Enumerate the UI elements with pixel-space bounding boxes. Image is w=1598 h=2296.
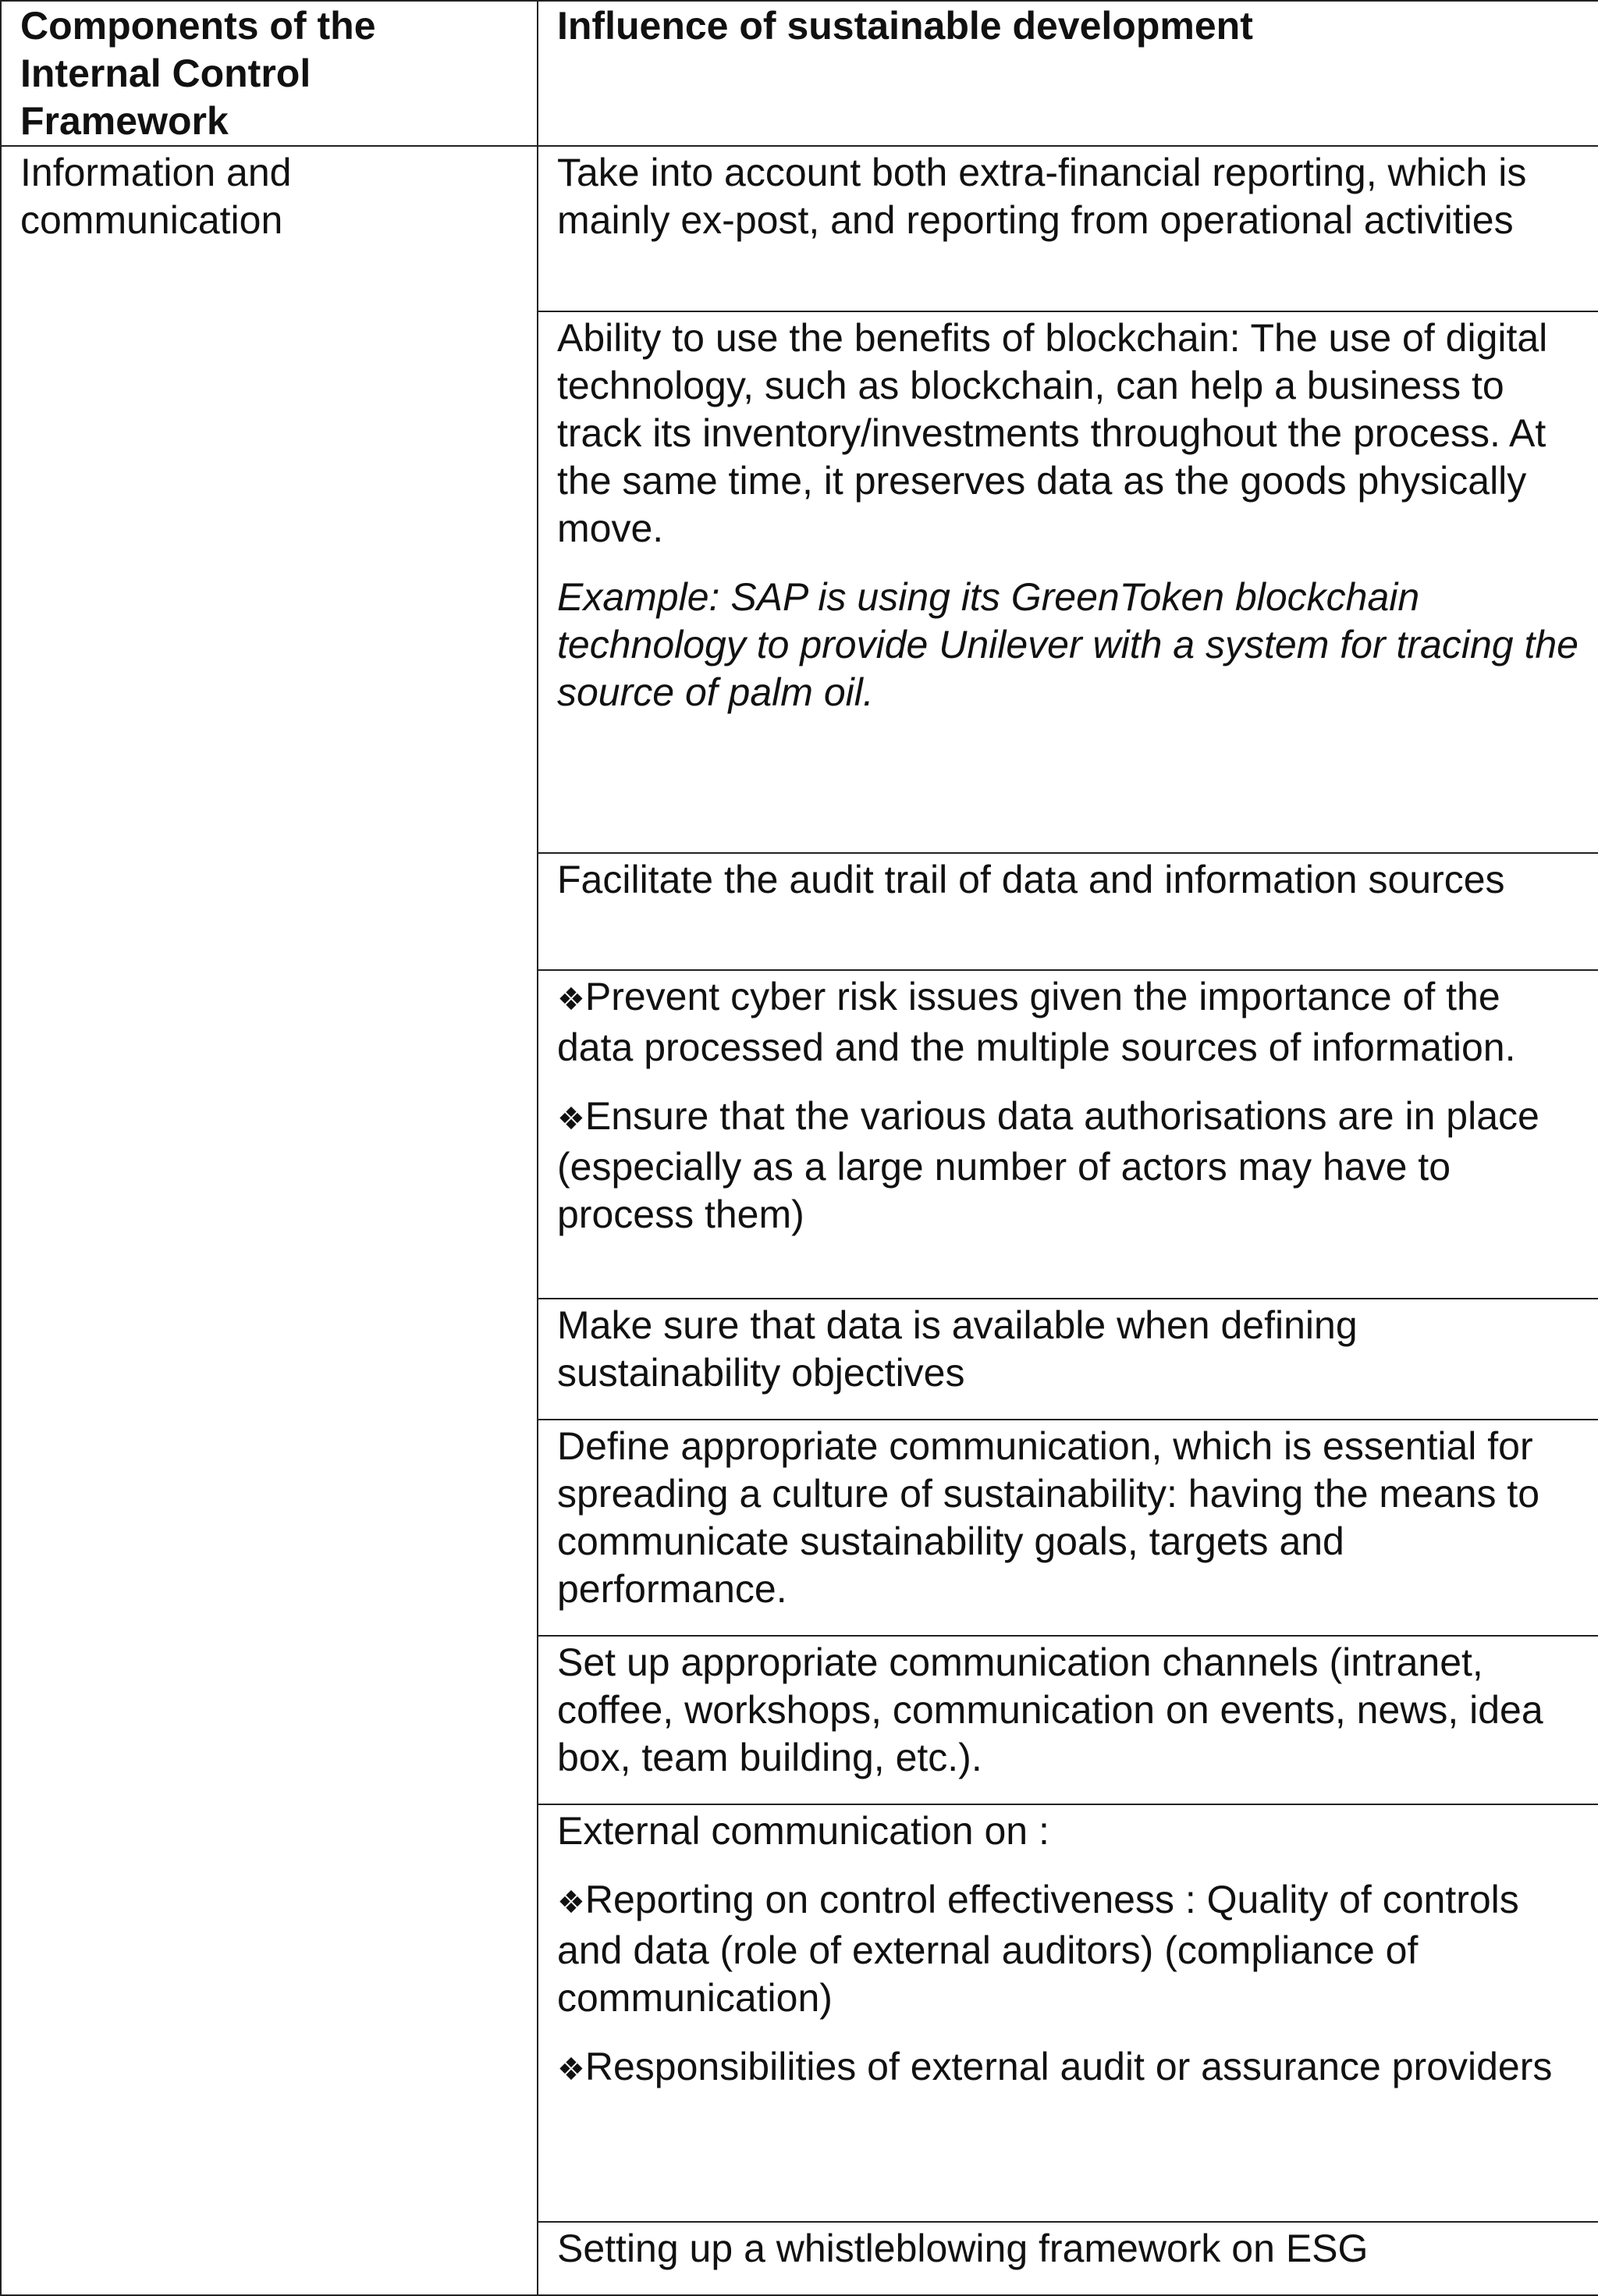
bullet-text: Prevent cyber risk issues given the importance of the data processed and the multiple sources of information. [557, 975, 1516, 1069]
influence-cell [538, 146, 1598, 311]
influence-cell [538, 853, 1598, 970]
diamond-bullet-icon: ❖ [557, 983, 585, 1017]
influence-cell [538, 1420, 1598, 1636]
influence-cell [538, 1636, 1598, 1804]
component-cell [1, 146, 538, 2295]
influence-text: Facilitate the audit trail of data and information sources [557, 858, 1505, 901]
influence-text: Ability to use the benefits of blockchain: The use of digital technology, such as blockchain, can help a business to track its inventory/investments throughout the process. At the same time, it preserves data as the goods physically move. [557, 316, 1548, 550]
example-text: Example: SAP is using its GreenToken blockchain technology to provide Unilever with a system for tracing the source of palm oil. [557, 575, 1578, 714]
diamond-bullet-icon: ❖ [557, 2053, 585, 2087]
bullet-item [557, 1093, 1579, 1239]
influence-text: Set up appropriate communication channels (intranet, coffee, workshops, communication on events, news, idea box, team building, etc.). [557, 1640, 1543, 1779]
bullet-item [557, 973, 1579, 1072]
bullet-item [557, 1876, 1579, 2022]
influence-text: Setting up a whistleblowing framework on ESG [557, 2227, 1369, 2270]
diamond-bullet-icon: ❖ [557, 1102, 585, 1136]
bullet-text: Ensure that the various data authorisations are in place (especially as a large number of actors may have to process them) [557, 1094, 1539, 1236]
table-row [1, 146, 1598, 311]
header-influence: Influence of sustainable development [538, 1, 1598, 146]
influence-text: Take into account both extra-financial reporting, which is mainly ex-post, and reporting from operational activities [557, 151, 1527, 242]
header-components: Components of the Internal Control Framework [1, 1, 538, 146]
bullet-item [557, 2043, 1579, 2094]
influence-cell [538, 970, 1598, 1299]
bullet-text: Reporting on control effectiveness : Quality of controls and data (role of external auditors) (compliance of communication) [557, 1878, 1519, 2020]
influence-cell [538, 311, 1598, 853]
table-header-row [1, 1, 1598, 146]
influence-text: Make sure that data is available when defining sustainability objectives [557, 1303, 1358, 1395]
influence-cell [538, 2222, 1598, 2295]
component-name: Information and communication [20, 151, 292, 242]
influence-text: Define appropriate communication, which is essential for spreading a culture of sustainability: having the means to communicate sustainability goals, targets and performance. [557, 1424, 1540, 1611]
diamond-bullet-icon: ❖ [557, 1885, 585, 1920]
influence-cell [538, 1804, 1598, 2222]
influence-intro: External communication on : [557, 1809, 1049, 1853]
influence-cell [538, 1299, 1598, 1420]
bullet-text: Responsibilities of external audit or assurance providers [584, 2045, 1553, 2088]
